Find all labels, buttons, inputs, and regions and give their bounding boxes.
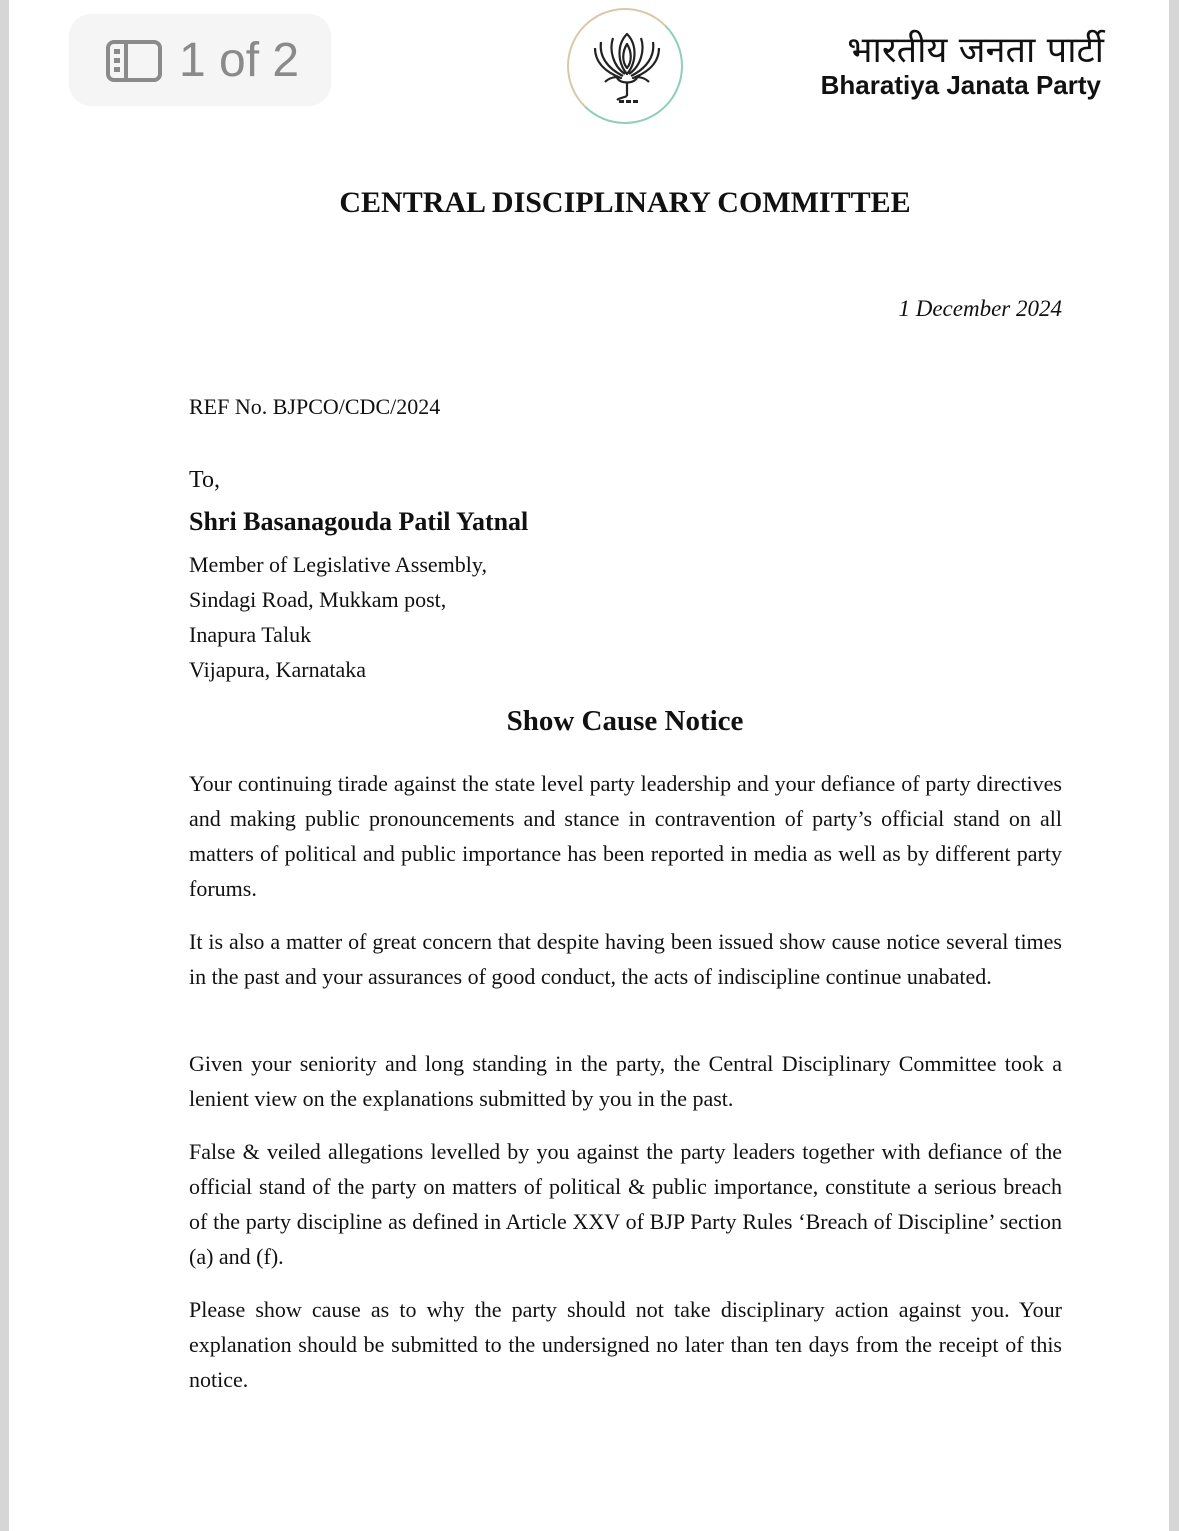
document-page <box>9 0 1169 1531</box>
body-paragraph: It is also a matter of great concern that despite having been issued show cause notice several times in the past and your assurances of good conduct, the acts of indiscipline continue unabated. <box>189 929 1062 989</box>
address-line: Sindagi Road, Mukkam post, <box>189 587 447 612</box>
page-indicator-button[interactable] <box>69 14 331 106</box>
notice-title: Show Cause Notice <box>506 705 744 737</box>
address-line: Inapura Taluk <box>189 622 312 647</box>
address-line: Member of Legislative Assembly, <box>189 552 487 577</box>
address-line: Vijapura, Karnataka <box>189 657 367 682</box>
reference-number: REF No. BJPCO/CDC/2024 <box>189 394 441 419</box>
page-indicator-text: 1 of 2 <box>179 34 300 87</box>
body-paragraph: False & veiled allegations levelled by you against the party leaders together with defiance of the official stand of the party on matters of political & public importance, constitute a serious breach of the party discipline as defined in Article XXV of BJP Party Rules ‘Breach of Discipline’ section (a) and (f). <box>189 1139 1062 1269</box>
party-name-english: Bharatiya Janata Party <box>820 70 1101 100</box>
letter-date: 1 December 2024 <box>898 296 1062 321</box>
body-paragraph: Given your seniority and long standing in the party, the Central Disciplinary Committee took a lenient view on the explanations submitted by you in the past. <box>189 1051 1062 1111</box>
lotus-icon <box>587 28 667 108</box>
recipient-address <box>189 547 487 687</box>
committee-title: CENTRAL DISCIPLINARY COMMITTEE <box>339 186 911 219</box>
body-paragraph: Please show cause as to why the party should not take disciplinary action against you. Your explanation should be submitted to the undersigned no later than ten days from the receipt of this notice. <box>189 1297 1062 1392</box>
body-paragraph: Your continuing tirade against the state level party leadership and your defiance of party directives and making public pronouncements and stance in contravention of party’s official stand on all matters of political and public importance has been reported in media as well as by different party forums. <box>189 771 1062 901</box>
recipient-name: Shri Basanagouda Patil Yatnal <box>189 507 529 536</box>
party-logo <box>567 8 683 124</box>
party-name-hindi: भारतीय जनता पार्टी <box>847 30 1104 71</box>
salutation: To, <box>189 467 220 493</box>
